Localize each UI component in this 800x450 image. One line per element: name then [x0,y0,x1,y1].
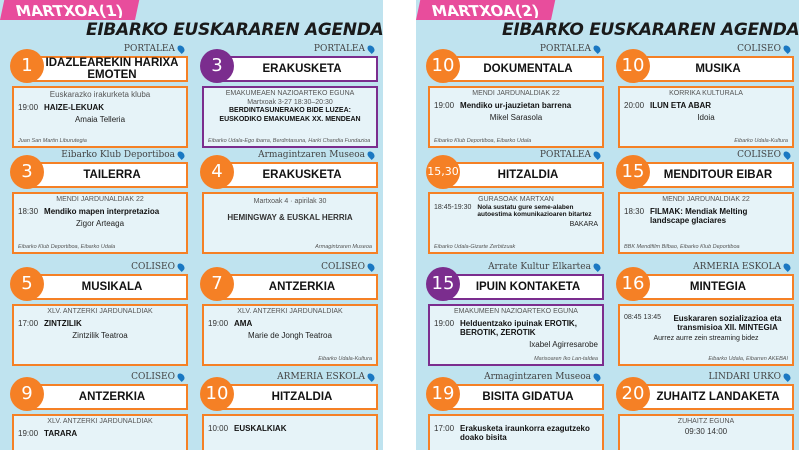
event-card[interactable] [200,372,378,450]
location-pin-icon [592,262,602,272]
event-card[interactable] [10,262,188,368]
venue-label: Armagintzaren Museoa [258,150,374,160]
day-number: 5 [10,267,44,301]
venue-label: ARMERIA ESKOLA [693,262,790,272]
event-card[interactable] [10,44,188,150]
event-details: Euskarazko irakurketa kluba 19:00 HAIZE-LEKUAK Amaia Telleria Juan San Martin Liburutegia [12,86,188,148]
venue-label: COLISEO [737,150,790,160]
day-number: 15 [616,155,650,189]
venue-label: PORTALEA [540,44,600,54]
location-pin-icon [592,44,602,54]
location-pin-icon [366,44,376,54]
day-number: 15 [426,267,460,301]
day-number: 7 [200,267,234,301]
venue-label: ARMERIA ESKOLA [277,372,374,382]
event-card[interactable] [10,150,188,256]
event-type: ERAKUSKETA [214,56,378,82]
event-details: MENDI JARDUNALDIAK 22 18:30 FILMAK: Mendiak Melting landscape glaciares BBK Mendifilm Bilbao, Eibarko Klub Deportiboa [618,192,794,254]
venue-label: LINDARI URKO [708,372,790,382]
event-card[interactable] [426,150,604,256]
day-number: 10 [426,49,460,83]
venue-label: Arrate Kultur Elkartea [488,262,600,272]
event-card[interactable] [616,372,794,450]
event-card[interactable] [616,44,794,150]
event-details: Martxoak 4 · apirilak 30 HEMINGWAY & EUSKAL HERRIA Armagintzaren Museoa [202,192,378,254]
event-details: MENDI JARDUNALDIAK 22 19:00 Mendiko ur-jauzietan barrena Mikel Sarasola Eibarko Klub Deportiboa, Eibarko Udala [428,86,604,148]
event-details: GURASOAK MARTXAN 18:45-19:30 Nola sustatu gure seme-alaben autoestima komunikazioaren bitartez BAKARA Eibarko Udala-Gizarte Zerbitzuak [428,192,604,254]
event-details: MENDI JARDUNALDIAK 22 18:30 Mendiko mapen interpretazioa Zigor Arteaga Eibarko Klub Deportiboa, Eibarko Udala [12,192,188,254]
agenda-page-2 [416,0,799,450]
event-card[interactable] [200,150,378,256]
location-pin-icon [366,372,376,382]
location-pin-icon [176,150,186,160]
venue-label: PORTALEA [314,44,374,54]
location-pin-icon [366,150,376,160]
event-type: ANTZERKIA [214,274,378,300]
event-details: 08:45 13:45 Euskararen sozializazioa eta transmisioa XII. MINTEGIA Aurrez aurre zein streaming bidez Eibarko Udala, Eibarren AKEBAI [618,304,794,366]
event-type: HITZALDIA [440,162,604,188]
event-type: ANTZERKIA [24,384,188,410]
day-number: 1 [10,49,44,83]
location-pin-icon [782,150,792,160]
day-number: 3 [10,155,44,189]
event-card[interactable] [10,372,188,450]
venue-label: COLISEO [321,262,374,272]
venue-label: Armagintzaren Museoa [484,372,600,382]
event-details: XLV. ANTZERKI JARDUNALDIAK 19:00 TARARA [12,414,188,450]
day-number: 9 [10,377,44,411]
event-type: MINTEGIA [630,274,794,300]
event-type: MUSIKA [630,56,794,82]
event-type: MENDITOUR EIBAR [630,162,794,188]
venue-label: COLISEO [131,262,184,272]
venue-label: COLISEO [737,44,790,54]
location-pin-icon [782,262,792,272]
event-card[interactable] [616,262,794,368]
agenda-page-1 [0,0,383,450]
event-card[interactable] [426,262,604,368]
event-type: BISITA GIDATUA [440,384,604,410]
venue-label: PORTALEA [124,44,184,54]
venue-label: PORTALEA [540,150,600,160]
day-number: 4 [200,155,234,189]
venue-label: Eibarko Klub Deportiboa [61,150,184,160]
day-number: 15,30 [426,155,460,189]
event-type: DOKUMENTALA [440,56,604,82]
location-pin-icon [782,44,792,54]
location-pin-icon [592,372,602,382]
location-pin-icon [176,44,186,54]
day-number: 20 [616,377,650,411]
event-card[interactable] [200,44,378,150]
page-title: EIBARKO EUSKARAREN AGENDA [502,20,799,40]
location-pin-icon [366,262,376,272]
event-details: XLV. ANTZERKI JARDUNALDIAK 17:00 ZINTZILIK Zintzilik Teatroa [12,304,188,366]
day-number: 19 [426,377,460,411]
event-type: IDAZLEAREKIN HARIXA EMOTEN [24,56,188,82]
event-details: 17:00 Erakusketa iraunkorra ezagutzeko doako bisita [428,414,604,450]
event-details: ZUHAITZ EGUNA 09:30 14:00 [618,414,794,450]
day-number: 3 [200,49,234,83]
event-details: KORRIKA KULTURALA 20:00 ILUN ETA ABAR Idoia Eibarko Udala-Kultura [618,86,794,148]
event-card[interactable] [426,372,604,450]
location-pin-icon [176,372,186,382]
event-details: EMAKUMEAEN NAZIOARTEKO EGUNA Martxoak 3-27 18:30–20:30 BERDINTASUNERAKO BIDE LUZEA: EUSKODIKO EMAKUMEAK XX. MENDEAN Eibarko Udala-Ego ibarra, Berdintasuna, Harki Chandia Fundazioa [202,86,378,148]
location-pin-icon [592,150,602,160]
event-type: MUSIKALA [24,274,188,300]
venue-label: COLISEO [131,372,184,382]
event-type: HITZALDIA [214,384,378,410]
event-type: ERAKUSKETA [214,162,378,188]
day-number: 16 [616,267,650,301]
location-pin-icon [176,262,186,272]
day-number: 10 [616,49,650,83]
event-details: EMAKUMEEN NAZIOARTEKO EGUNA 19:00 Helduentzako ipuinak EROTIK, BEROTIK, ZEROTIK Ixabel Agirresarobe Marisoaren Iko Lan-taldea [428,304,604,366]
day-number: 10 [200,377,234,411]
event-details: XLV. ANTZERKI JARDUNALDIAK 19:00 AMA Marie de Jongh Teatroa Eibarko Udala-Kultura [202,304,378,366]
month-banner: MARTXOA(1) [0,0,139,20]
event-type: ZUHAITZ LANDAKETA [630,384,794,410]
event-details: 10:00 EUSKALKIAK [202,414,378,450]
event-card[interactable] [200,262,378,368]
event-type: IPUIN KONTAKETA [440,274,604,300]
event-type: TAILERRA [24,162,188,188]
page-title: EIBARKO EUSKARAREN AGENDA [86,20,383,40]
month-banner: MARTXOA(2) [416,0,555,20]
event-card[interactable] [426,44,604,150]
event-card[interactable] [616,150,794,256]
location-pin-icon [782,372,792,382]
